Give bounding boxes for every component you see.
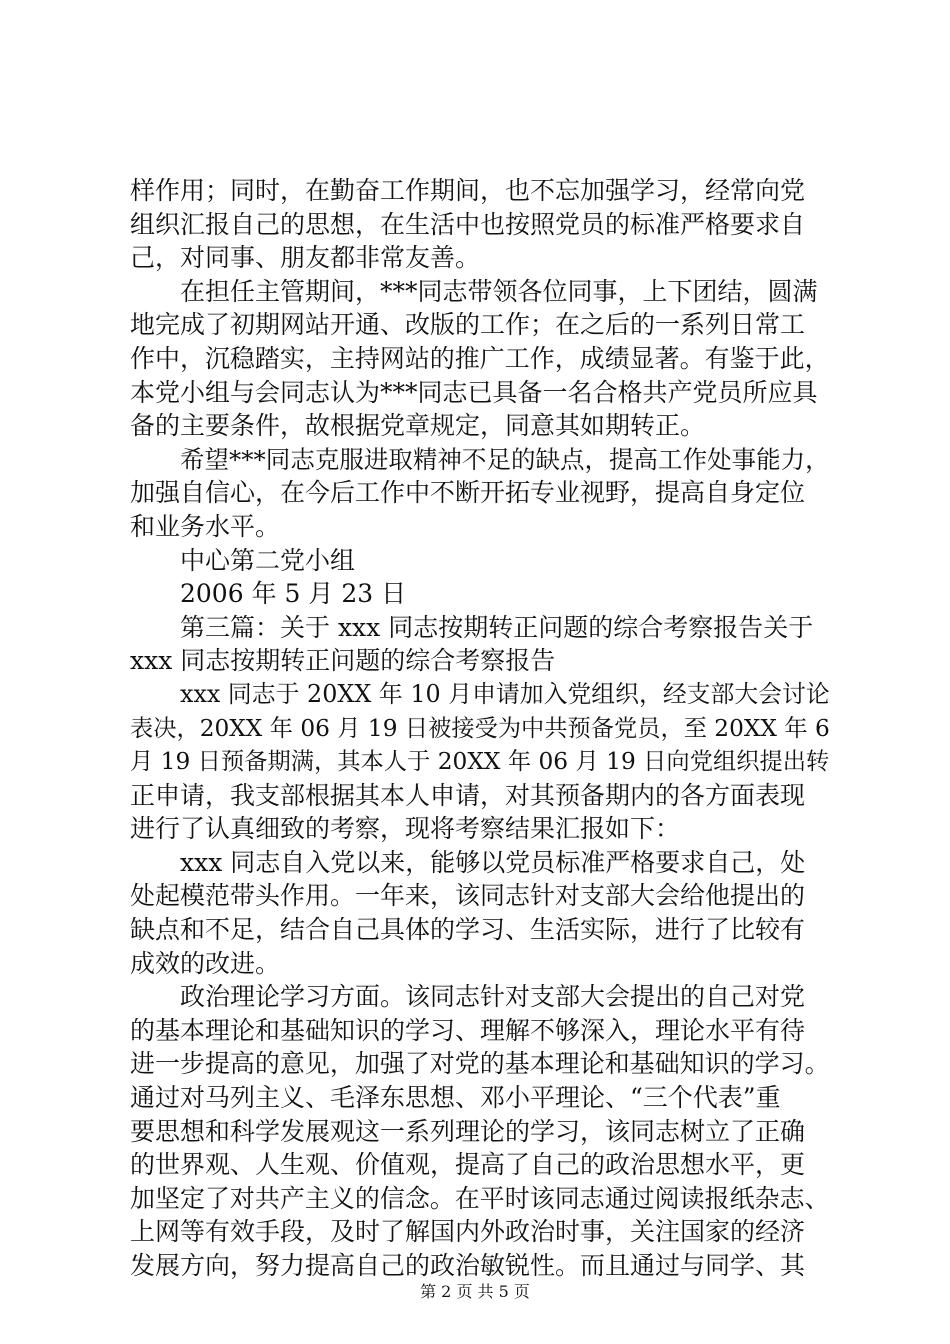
text-line: 本党小组与会同志认为***同志已具备一名合格共产党员所应具 [130,377,818,407]
text-line: 在担任主管期间，***同志带领各位同事，上下团结，圆满 [180,276,818,306]
text-line: 发展方向，努力提高自己的政治敏锐性。而且通过与同学、其 [130,1251,806,1280]
text-line: 缺点和不足，结合自己具体的学习、生活实际，进行了比较有 [130,915,806,945]
text-line: 上网等有效手段，及时了解国内外政治时事，关注国家的经济 [130,1217,806,1247]
text-line: 作中，沉稳踏实，主持网站的推广工作，成绩显著。有鉴于此， [130,343,830,373]
text-line: xxx 同志按期转正问题的综合考察报告 [130,646,556,676]
text-line: xxx 同志于 20XX 年 10 月申请加入党组织，经支部大会讨论 [180,679,830,708]
text-line: 处起模范带头作用。一年来，该同志针对支部大会给他提出的 [130,881,806,911]
text-line: 第三篇：关于 xxx 同志按期转正问题的综合考察报告关于 [180,612,814,642]
document-body [130,174,830,1283]
text-line: 组织汇报自己的思想，在生活中也按照党员的标准严格要求自 [130,209,806,239]
text-line: 表决，20XX 年 06 月 19 日被接受为中共预备党员，至 20XX 年 6 [130,714,830,742]
text-line: 进行了认真细致的考察，现将考察结果汇报如下： [130,814,681,844]
text-line: 进一步提高的意见，加强了对党的基本理论和基础知识的学习。 [130,1049,830,1079]
text-line: 要思想和科学发展观这一系列理论的学习，该同志树立了正确 [130,1116,806,1146]
text-line: 政治理论学习方面。该同志针对支部大会提出的自己对党 [180,982,806,1012]
text-line: 地完成了初期网站开通、改版的工作；在之后的一系列日常工 [130,310,806,340]
text-line: 2006 年 5 月 23 日 [180,579,407,609]
text-line: 中心第二党小组 [180,545,356,575]
text-line: 备的主要条件，故根据党章规定，同意其如期转正。 [130,411,706,441]
text-line: 和业务水平。 [130,511,281,541]
text-line: 月 19 日预备期满，其本人于 20XX 年 06 月 19 日向党组织提出转 [130,748,830,776]
text-line: 样作用；同时，在勤奋工作期间，也不忘加强学习，经常向党 [130,176,806,205]
text-line: 的基本理论和基础知识的学习、理解不够深入，理论水平有待 [130,1015,806,1045]
text-line: xxx 同志自入党以来，能够以党员标准严格要求自己，处 [180,847,806,877]
text-line: 己，对同事、朋友都非常友善。 [130,243,481,273]
text-line: 加坚定了对共产主义的信念。在平时该同志通过阅读报纸杂志、 [130,1183,830,1213]
text-line: 成效的改进。 [130,948,281,978]
text-line: 加强自信心，在今后工作中不断开拓专业视野，提高自身定位 [130,478,806,508]
text-line: 希望***同志克服进取精神不足的缺点，提高工作处事能力， [180,444,830,474]
page-footer: 第 2 页 共 5 页 [420,1282,530,1301]
text-line: 的世界观、人生观、价值观，提高了自己的政治思想水平，更 [130,1150,806,1180]
text-line: 正申请，我支部根据其本人申请，对其预备期内的各方面表现 [130,780,806,810]
text-line: 通过对马列主义、毛泽东思想、邓小平理论、“三个代表”重 [130,1083,781,1113]
